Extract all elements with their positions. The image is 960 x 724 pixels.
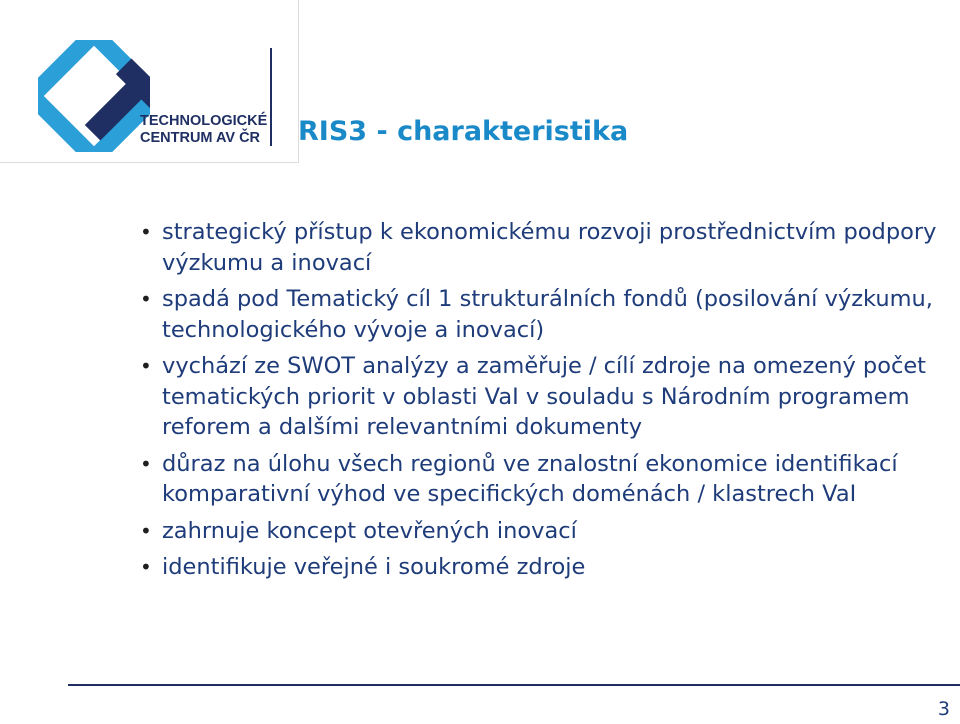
logo-divider [270, 48, 272, 146]
tc-logo-icon [38, 40, 150, 152]
bullet-item [138, 217, 938, 278]
page-number: 3 [937, 698, 950, 720]
bullet-item [138, 284, 938, 345]
bullet-dot-icon: • [140, 287, 152, 311]
logo-line-1: TECHNOLOGICKÉ [140, 113, 268, 129]
bullet-text: zahrnuje koncept otevřených inovací [162, 517, 577, 544]
bullet-dot-icon: • [140, 220, 152, 244]
bullet-text: identifikuje veřejné i soukromé zdroje [162, 554, 586, 580]
bullet-dot-icon: • [140, 354, 152, 378]
bullet-text: důraz na úlohu všech regionů ve znalostní ekonomice identifikací komparativní výhod ve specifických doménách / klastrech VaI [162, 450, 898, 507]
bullet-text: vychází ze SWOT analýzy a zaměřuje / cílí zdroje na omezený počet tematických priorit v oblasti VaI v souladu s Národním programem reforem a dalšími relevantními dokumenty [162, 353, 927, 440]
logo-wordmark [140, 113, 267, 147]
logo-panel [0, 0, 299, 163]
logo-line-2: CENTRUM AV ČR [140, 130, 261, 146]
bullet-item [138, 351, 938, 443]
slide-title: RIS3 - charakteristika [298, 116, 629, 147]
bullet-item [138, 552, 938, 583]
bullet-item [138, 516, 938, 547]
bullet-dot-icon: • [140, 518, 152, 543]
bullet-text: spadá pod Tematický cíl 1 strukturálních fondů (posilování výzkumu, technologického vývoje a inovací) [162, 286, 933, 343]
bullet-list [138, 217, 938, 589]
bullet-dot-icon: • [140, 555, 152, 579]
bullet-dot-icon: • [140, 451, 152, 476]
footer-divider [68, 684, 960, 686]
bullet-item [138, 449, 938, 510]
bullet-text: strategický přístup k ekonomickému rozvoji prostřednictvím podpory výzkumu a inovací [162, 219, 937, 276]
